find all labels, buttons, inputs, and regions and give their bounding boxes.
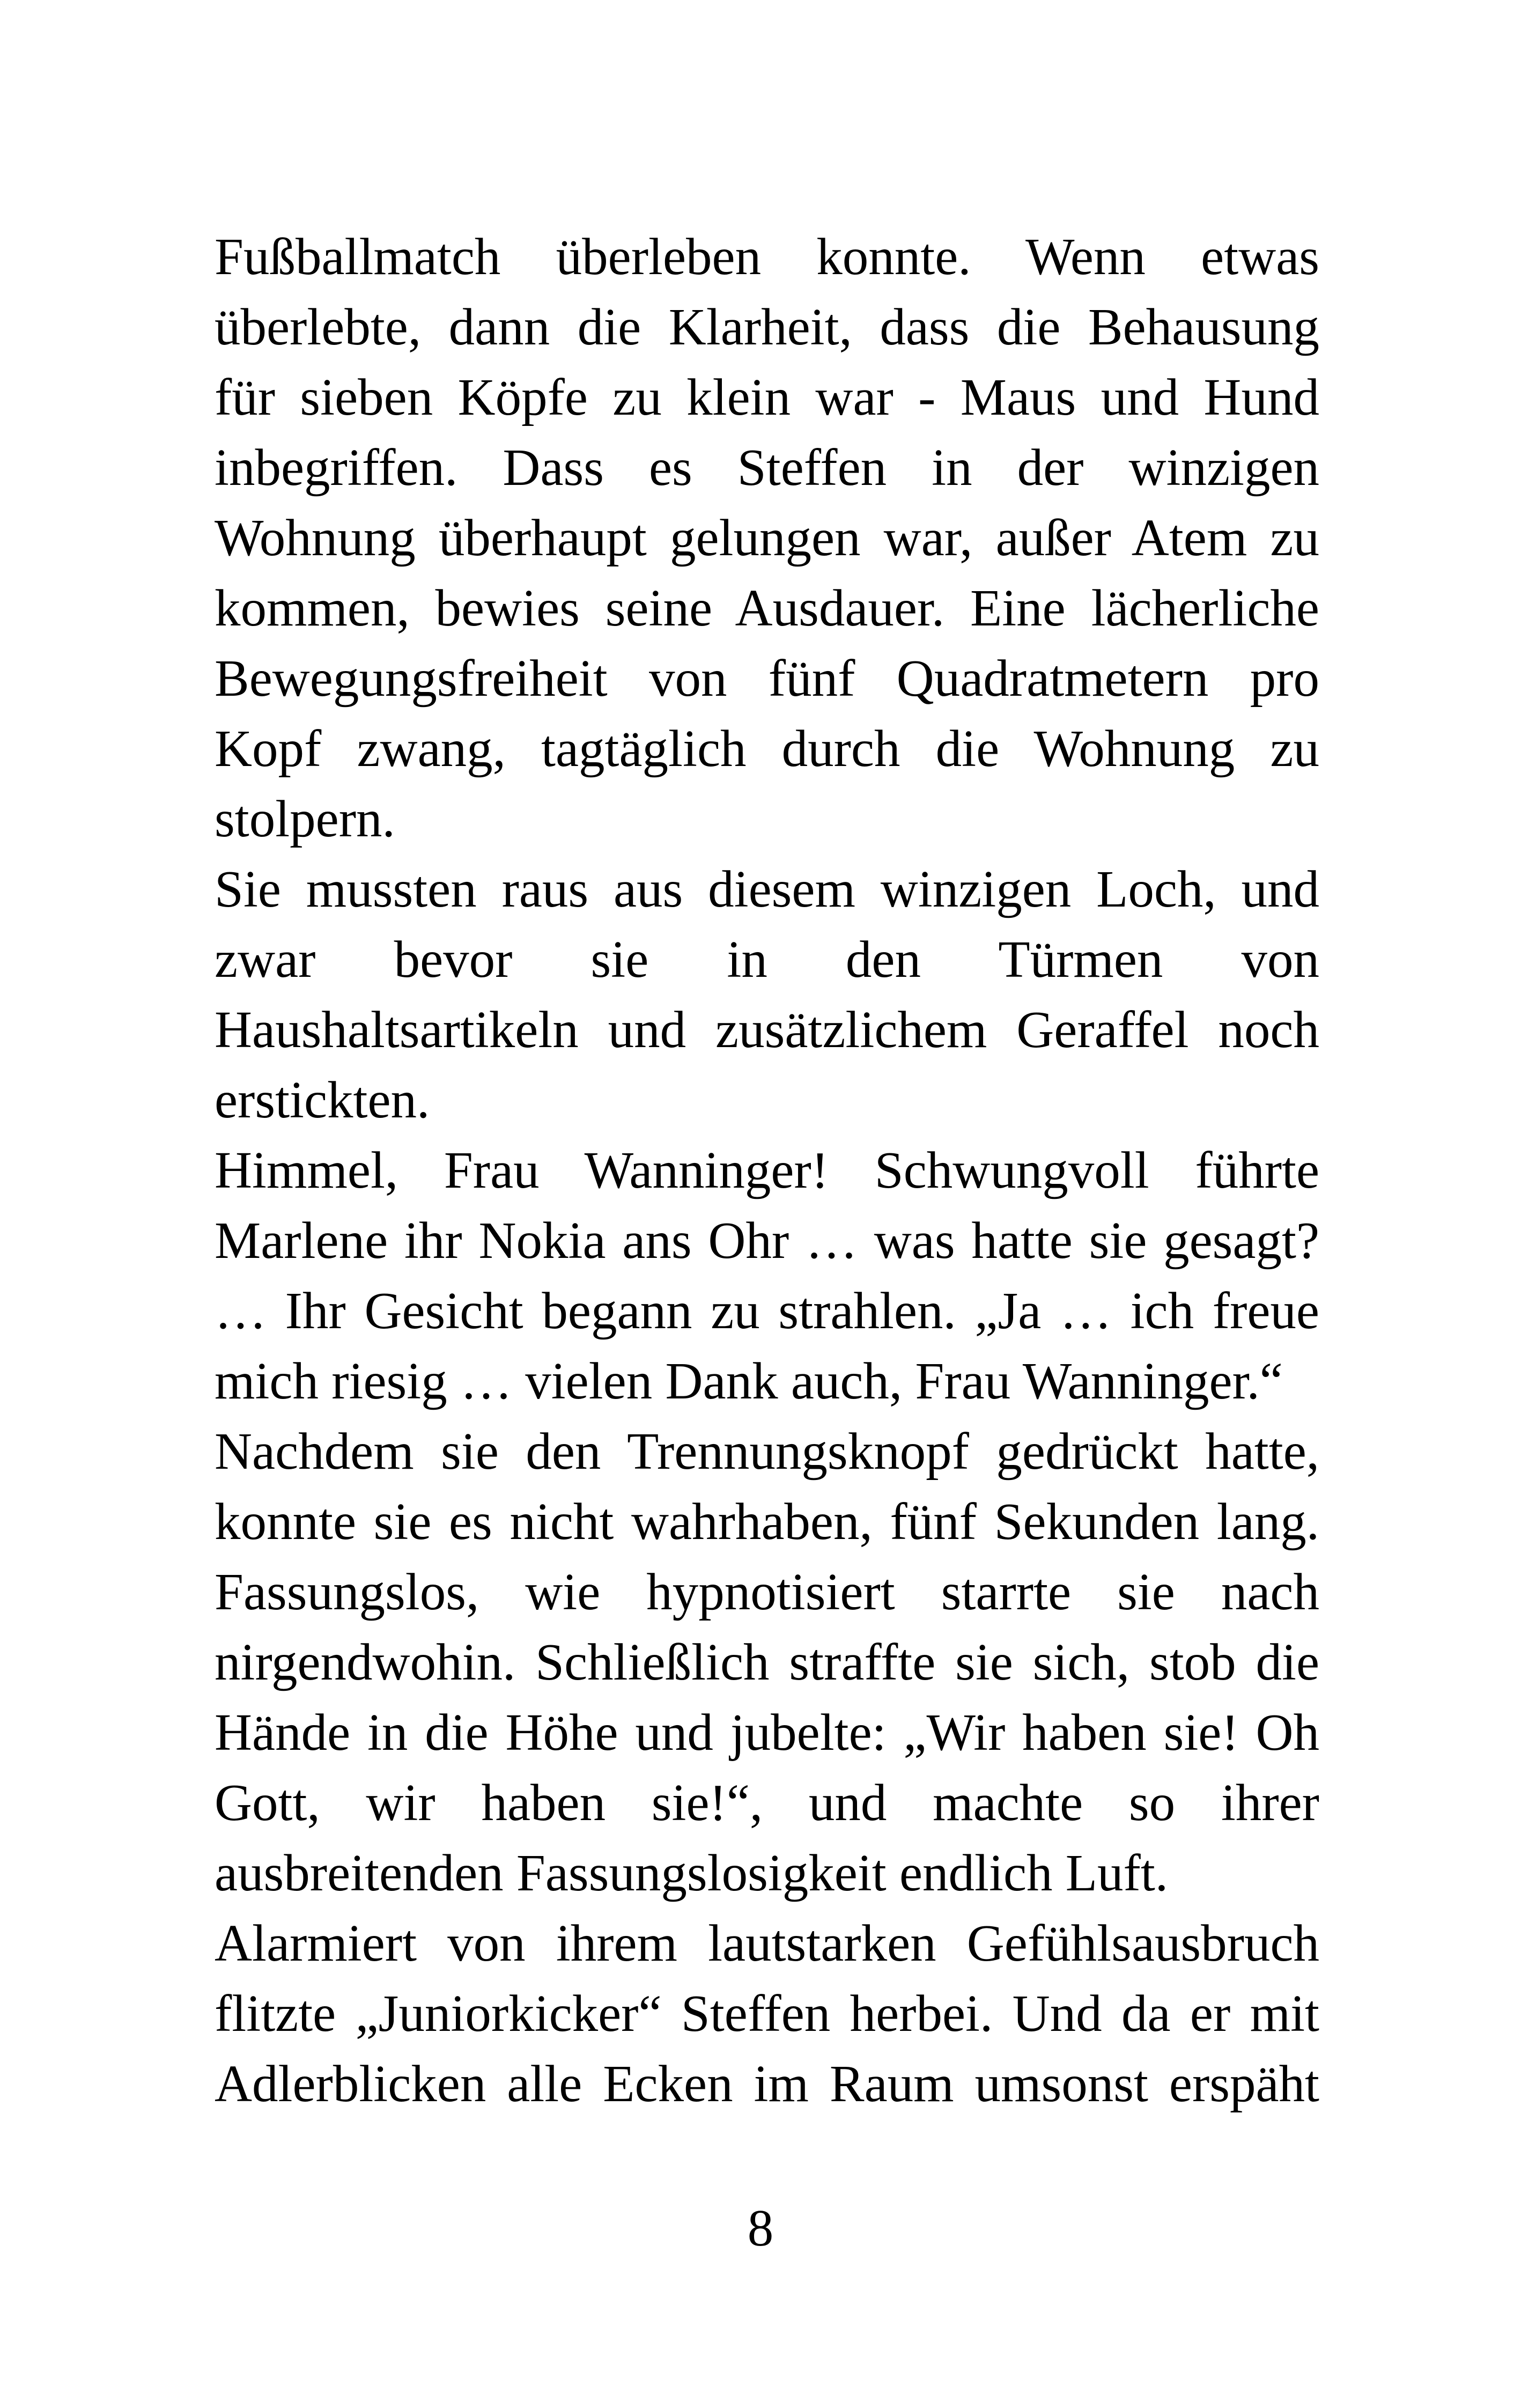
- text-line: Marlene ihr Nokia ans Ohr … was hatte sie gesagt?: [215, 1212, 1319, 1269]
- text-line: … Ihr Gesicht begann zu strahlen. „Ja … ich freue: [215, 1282, 1319, 1339]
- text-line: Kopf zwang, tagtäglich durch die Wohnung zu: [215, 720, 1319, 777]
- text-line: Nachdem sie den Trennungsknopf gedrückt hatte,: [215, 1423, 1319, 1480]
- text-line: Hände in die Höhe und jubelte: „Wir haben sie! Oh: [215, 1704, 1319, 1761]
- text-line: erstickten.: [215, 1071, 430, 1129]
- text-line: Fußballmatch überleben konnte. Wenn etwas: [215, 228, 1319, 285]
- text-line: nirgendwohin. Schließlich straffte sie sich, stob die: [215, 1633, 1319, 1691]
- text-line: Haushaltsartikeln und zusätzlichem Geraffel noch: [215, 1001, 1319, 1058]
- text-line: Sie mussten raus aus diesem winzigen Loch, und: [215, 860, 1319, 918]
- text-line: ausbreitenden Fassungslosigkeit endlich Luft.: [215, 1844, 1169, 1902]
- text-line: Bewegungsfreiheit von fünf Quadratmetern pro: [215, 650, 1319, 707]
- text-line: Himmel, Frau Wanninger! Schwungvoll führte: [215, 1142, 1319, 1199]
- text-line: flitzte „Juniorkicker“ Steffen herbei. Und da er mit: [215, 1985, 1319, 2042]
- text-line: zwar bevor sie in den Türmen von: [215, 931, 1319, 988]
- text-line: Wohnung überhaupt gelungen war, außer Atem zu: [215, 509, 1319, 566]
- page-number: 8: [747, 2199, 774, 2257]
- text-line: Fassungslos, wie hypnotisiert starrte sie nach: [215, 1563, 1319, 1621]
- text-line: konnte sie es nicht wahrhaben, fünf Sekunden lang.: [215, 1493, 1319, 1550]
- text-line: für sieben Köpfe zu klein war - Maus und Hund: [215, 369, 1319, 426]
- body-text: [215, 222, 1319, 2119]
- text-line: überlebte, dann die Klarheit, dass die Behausung: [215, 298, 1319, 356]
- text-line: Alarmiert von ihrem lautstarken Gefühlsausbruch: [215, 1914, 1319, 1972]
- text-line: kommen, bewies seine Ausdauer. Eine lächerliche: [215, 579, 1319, 637]
- text-line: inbegriffen. Dass es Steffen in der winzigen: [215, 439, 1319, 496]
- text-line: stolpern.: [215, 790, 395, 848]
- text-line: mich riesig … vielen Dank auch, Frau Wanninger.“: [215, 1352, 1283, 1410]
- text-line: Gott, wir haben sie!“, und machte so ihrer: [215, 1774, 1319, 1831]
- text-line: Adlerblicken alle Ecken im Raum umsonst erspäht: [215, 2055, 1319, 2112]
